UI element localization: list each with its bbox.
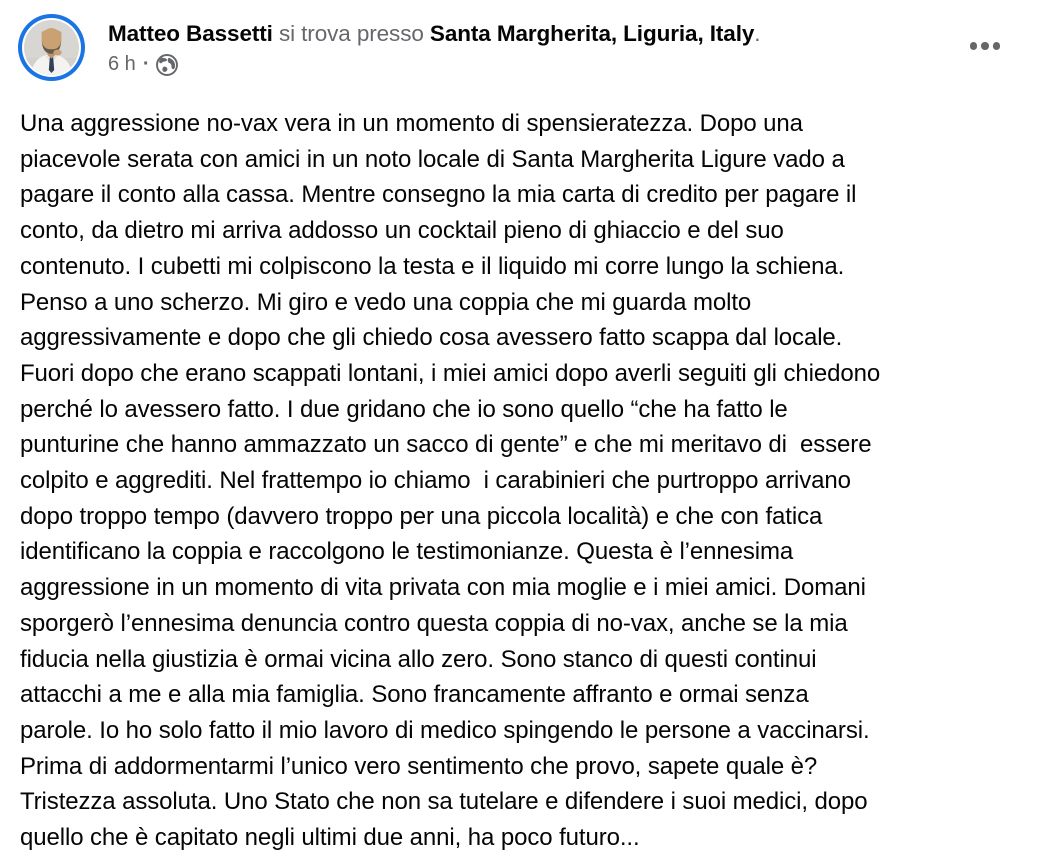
post-text-line: Prima di addormentarmi l’unico vero sentimento che provo, sapete quale è? xyxy=(20,752,818,780)
post-text-line: contenuto. I cubetti mi colpiscono la testa e il liquido mi corre lungo la schiena. xyxy=(20,252,845,280)
post-text-line: dopo troppo tempo (davvero troppo per una piccola località) e che con fatica xyxy=(20,502,823,530)
post-text-line: Una aggressione no-vax vera in un momento di spensieratezza. Dopo una xyxy=(20,110,803,137)
post-text-line: attacchi a me e alla mia famiglia. Sono francamente affranto e ormai senza xyxy=(20,681,809,709)
post-text-line: perché lo avessero fatto. I due gridano che io sono quello “che ha fatto le xyxy=(20,395,788,423)
post-text-line: fiducia nella giustizia è ormai vicina allo zero. Sono stanco di questi continui xyxy=(20,645,817,673)
post-text-line: sporgerò l’ennesima denuncia contro questa coppia di no-vax, anche se la mia xyxy=(20,609,848,637)
meta-separator: · xyxy=(142,52,150,75)
ellipsis-menu-icon xyxy=(993,42,1001,50)
author-name[interactable]: Matteo Bassetti xyxy=(108,21,273,46)
post-text-line: colpito e aggrediti. Nel frattempo io chiamo i carabinieri che purtroppo arrivano xyxy=(20,467,851,495)
post-header xyxy=(0,0,1042,81)
post-text-line: parole. Io ho solo fatto il mio lavoro di medico spingendo le persone a vaccinarsi. xyxy=(20,716,870,744)
context-text: si trova presso xyxy=(272,21,430,46)
post-text-line: pagare il conto alla cassa. Mentre consegno la mia carta di credito per pagare il xyxy=(20,181,857,209)
title-period: . xyxy=(754,21,761,46)
post-text-line: piacevole serata con amici in un noto locale di Santa Margherita Ligure vado a xyxy=(20,145,845,173)
post-text-line: aggressivamente e dopo che gli chiedo cosa avessero fatto scappa dal locale. xyxy=(20,324,843,352)
ellipsis-menu-icon xyxy=(970,42,978,50)
post-text-line: Penso a uno scherzo. Mi giro e vedo una coppia che mi guarda molto xyxy=(20,288,752,316)
header-text xyxy=(108,14,760,76)
post-text-line: conto, da dietro mi arriva addosso un cocktail pieno di ghiaccio e del suo xyxy=(20,217,784,245)
post-text-line: identificano la coppia e raccolgono le testimonianze. Questa è l’ennesima xyxy=(20,538,794,566)
timestamp[interactable]: 6 h xyxy=(108,53,136,76)
avatar[interactable] xyxy=(18,14,85,81)
globe-public-icon xyxy=(156,54,178,76)
post-text-line: punturine che hanno ammazzato un sacco di gente” e che mi meritavo di essere xyxy=(20,431,872,459)
post-text-line: Tristezza assoluta. Uno Stato che non sa tutelare e difendere i suoi medici, dopo xyxy=(20,788,868,816)
post-meta xyxy=(108,53,760,76)
post-text-line: quello che è capitato negli ultimi due anni, ha poco futuro... xyxy=(20,824,640,852)
location-link[interactable]: Santa Margherita, Liguria, Italy xyxy=(429,21,755,46)
post-options-button[interactable] xyxy=(964,36,1007,56)
post-text-line: aggressione in un momento di vita privata con mia moglie e i miei amici. Domani xyxy=(20,574,866,602)
avatar-ring-gap xyxy=(22,18,81,77)
post-title xyxy=(108,19,760,48)
ellipsis-menu-icon xyxy=(981,42,989,50)
post-text-line: Fuori dopo che erano scappati lontani, i miei amici dopo averli seguiti gli chiedono xyxy=(20,359,881,387)
profile-photo xyxy=(24,20,79,75)
post-body xyxy=(0,106,1042,856)
